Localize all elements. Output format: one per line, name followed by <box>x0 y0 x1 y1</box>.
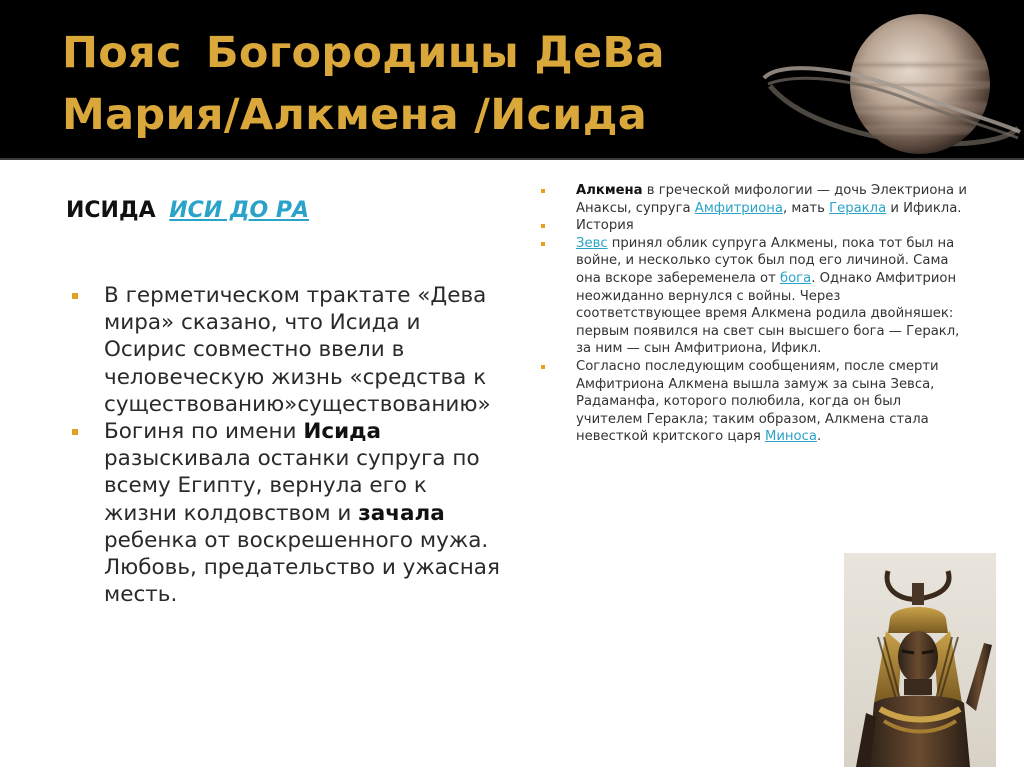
list-item: Алкмена в греческой мифологии — дочь Электриона и Анаксы, супруга Амфитриона, мать Геракла и Ификла. <box>540 182 968 217</box>
saturn-planet-image <box>760 8 1024 158</box>
list-item: Согласно последующим сообщениям, после смерти Амфитриона Алкмена вышла замуж за сына Зевса, Радаманфа, которого полюбила, когда он был учителем Геракла; таким образом, Алкмена стала невесткой критского царя Миноса. <box>540 358 968 446</box>
right-bullet-list <box>540 182 968 446</box>
zeus-link[interactable]: Зевс <box>576 235 608 251</box>
amphitryon-link[interactable]: Амфитриона <box>694 200 784 216</box>
heracles-link[interactable]: Геракла <box>829 200 887 216</box>
list-item: Зевс принял облик супруга Алкмены, пока тот был на войне, и несколько суток был под его личиной. Сама она вскоре забеременела от бога. Однако Амфитрион неожиданно вернулся с войны. Через соответствующее время Алкмена родила двойняшек: первым появился на свет сын высшего бога — Геракл, за ним — сын Амфитриона, Ификл. <box>540 235 968 358</box>
left-heading: ИСИДА ИСИ ДО РА <box>66 198 309 223</box>
isi-do-ra-link[interactable]: ИСИ ДО РА <box>169 198 309 223</box>
isis-statue-image <box>844 553 996 767</box>
god-link[interactable]: бога <box>779 270 812 286</box>
slide-title <box>62 22 665 146</box>
left-bullet-list <box>70 282 500 608</box>
title-banner <box>0 0 1024 158</box>
title-line-2: Мария/Алкмена /Исида <box>62 90 648 140</box>
header-divider <box>0 158 1024 160</box>
list-item: В герметическом трактате «Дева мира» сказано, что Исида и Осирис совместно ввели в человеческую жизнь «средства к существованию»существованию» <box>70 282 500 418</box>
minos-link[interactable]: Миноса <box>764 429 817 445</box>
title-line-1: Пояс Богородицы ДеВа <box>62 28 665 78</box>
list-item: История <box>540 217 968 235</box>
list-item: Богиня по имени Исида разыскивала останки супруга по всему Египту, вернула его к жизни колдовством и зачала ребенка от воскрешенного мужа. Любовь, предательство и ужасная месть. <box>70 418 500 608</box>
